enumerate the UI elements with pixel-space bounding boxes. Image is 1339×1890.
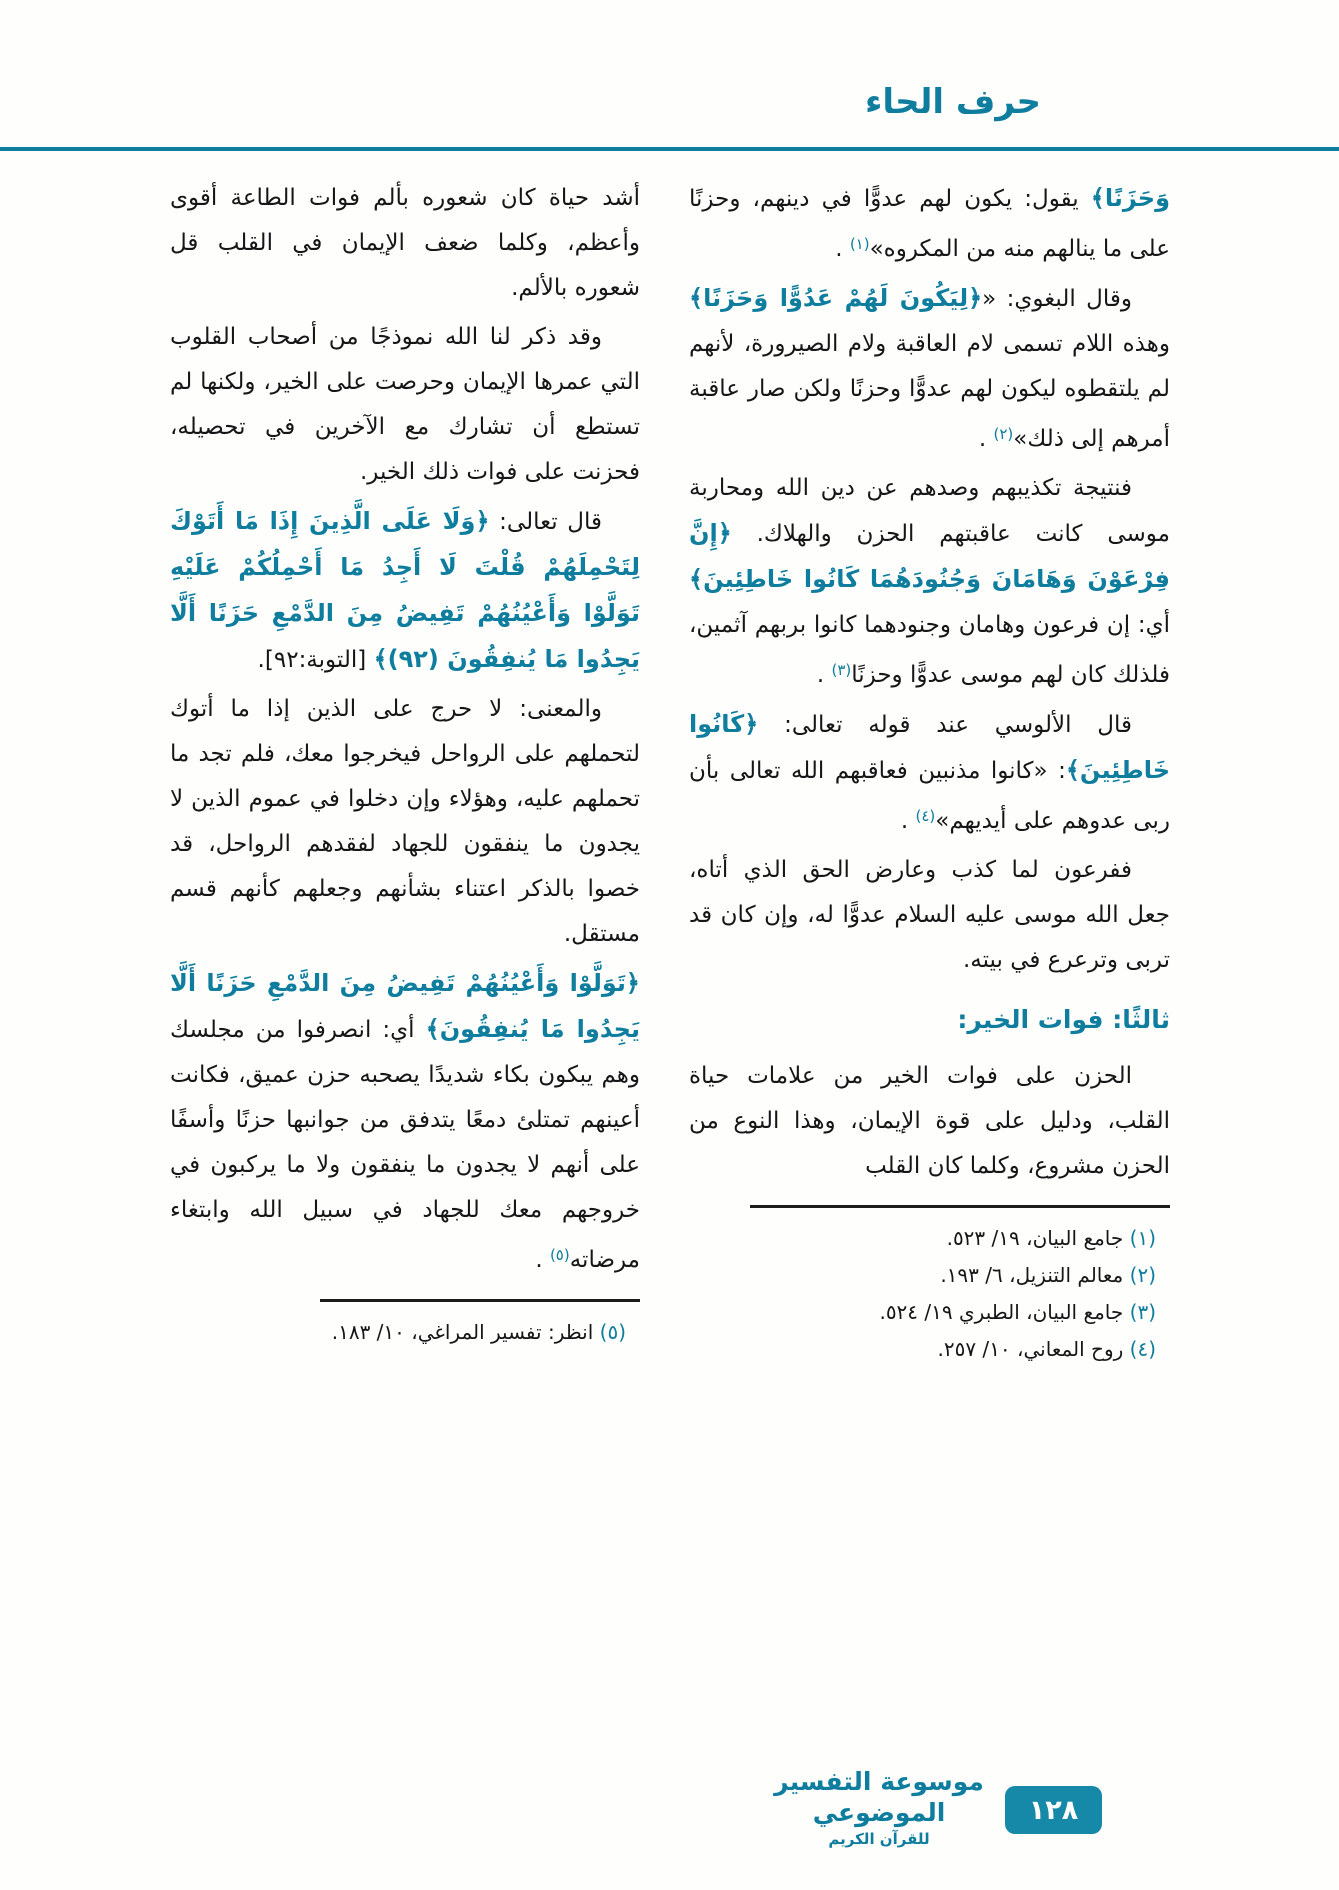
footnote-reference: (٣) <box>831 661 852 679</box>
page-number-badge <box>1005 1786 1102 1834</box>
footnote <box>170 1314 640 1351</box>
column-right-text <box>689 176 1170 1189</box>
body-text: : «كانوا مذنبين فعاقبهم الله تعالى بأن ربى عدوهم على أيديهم» <box>689 758 1170 834</box>
quran-verse: ﴿إِنَّ فِرْعَوْنَ وَهَامَانَ وَجُنُودَهُمَا كَانُوا خَاطِئِينَ﴾ <box>689 519 1170 593</box>
footnote-text: انظر: تفسير المراغي، ١٠/ ١٨٣. <box>331 1320 594 1344</box>
footnote-number: (٥) <box>593 1320 626 1344</box>
quran-verse: ﴿تَوَلَّوْا وَأَعْيُنُهُمْ تَفِيضُ مِنَ الدَّمْعِ حَزَنًا أَلَّا يَجِدُوا مَا يُنفِقُونَ﴾ <box>170 969 640 1043</box>
body-text: قال تعالى: <box>489 509 602 535</box>
footnote-list-left <box>170 1314 640 1351</box>
header-rule <box>0 147 1339 151</box>
footnote-text: جامع البيان، ١٩/ ٥٢٣. <box>946 1226 1124 1250</box>
paragraph <box>689 276 1170 462</box>
heading-text: ثالثًا: فوات الخير: <box>957 1005 1170 1034</box>
paragraph <box>170 687 640 957</box>
footnote-number: (٤) <box>1123 1337 1156 1361</box>
body-text: قال الألوسي عند قوله تعالى: <box>758 712 1132 738</box>
chapter-title: حرف الحاء <box>864 82 1041 122</box>
body-text: . <box>535 1247 550 1273</box>
footnote-separator-right <box>750 1205 1170 1208</box>
publisher-emblem <box>763 1766 995 1848</box>
footnote-list-right <box>689 1220 1170 1368</box>
quran-verse: ﴿كَانُوا خَاطِئِينَ﴾ <box>689 710 1170 784</box>
footnote-number: (٣) <box>1123 1300 1156 1324</box>
footnote-text: روح المعاني، ١٠/ ٢٥٧. <box>937 1337 1124 1361</box>
body-text: أشد حياة كان شعوره بألم فوات الطاعة أقوى وأعظم، وكلما ضعف الإيمان في القلب قل شعوره بالألم. <box>170 185 640 301</box>
footnotes-left <box>170 1299 640 1351</box>
footnote-number: (١) <box>1123 1226 1156 1250</box>
body-text: وقد ذكر لنا الله نموذجًا من أصحاب القلوب التي عمرها الإيمان وحرصت على الخير، ولكنها لم تستطع أن تشارك مع الآخرين في تحصيله، فحزنت على فوات ذلك الخير. <box>170 324 640 485</box>
footnote-separator-left <box>320 1299 640 1302</box>
paragraph <box>689 466 1170 698</box>
body-text: [التوبة:٩٢]. <box>257 647 374 673</box>
quran-verse: وَحَزَنًا﴾ <box>1090 184 1170 212</box>
publisher-emblem-subtitle: للقرآن الكريم <box>828 1830 930 1848</box>
footnote-reference: (٥) <box>549 1246 570 1264</box>
section-heading <box>689 997 1170 1044</box>
footnote <box>689 1294 1170 1331</box>
paragraph <box>170 961 640 1283</box>
body-text: وهذه اللام تسمى لام العاقبة ولام الصيرورة، لأنهم لم يلتقطوه ليكون لهم عدوًّا وحزنًا ولكن صار عاقبة أمرهم إلى ذلك» <box>689 331 1170 452</box>
paragraph <box>170 499 640 683</box>
quran-verse: ﴿وَلَا عَلَى الَّذِينَ إِذَا مَا أَتَوْكَ لِتَحْمِلَهُمْ قُلْتَ لَا أَجِدُ مَا أَحْمِلُكُمْ عَلَيْهِ تَوَلَّوْا وَأَعْيُنُهُمْ تَفِيضُ مِنَ الدَّمْعِ حَزَنًا أَلَّا يَجِدُوا مَا يُنفِقُونَ (٩٢)﴾ <box>170 507 640 673</box>
footnote-reference: (٤) <box>915 807 936 825</box>
body-text: . <box>978 426 994 452</box>
paragraph <box>689 1054 1170 1189</box>
footnote-reference: (٢) <box>993 425 1014 443</box>
body-text: . <box>835 236 850 262</box>
body-text: . <box>900 808 916 834</box>
footnote-text: جامع البيان، الطبري ١٩/ ٥٢٤. <box>879 1300 1124 1324</box>
paragraph <box>689 702 1170 844</box>
paragraph <box>689 176 1170 272</box>
footnote <box>689 1220 1170 1257</box>
footnote-text: معالم التنزيل، ٦/ ١٩٣. <box>940 1263 1124 1287</box>
paragraph <box>170 176 640 311</box>
paragraph <box>170 315 640 495</box>
footnote-reference: (١) <box>849 235 870 253</box>
body-text: أي: إن فرعون وهامان وجنودهما كانوا بربهم آثمين، فلذلك كان لهم موسى عدوًّا وحزنًا <box>689 612 1170 688</box>
body-text: والمعنى: لا حرج على الذين إذا ما أتوك لتحملهم على الرواحل فيخرجوا معك، فلم تجد ما تحملهم عليه، وهؤلاء وإن دخلوا في عموم الذين لا يجدون ما ينفقون للجهاد لفقدهم الرواحل، قد خصوا بالذكر اعتناء بشأنهم وجعلهم كأنهم قسم مستقل. <box>170 696 640 947</box>
column-right <box>689 176 1170 1368</box>
body-text: أي: انصرفوا من مجلسك وهم يبكون بكاء شديدًا يصحبه حزن عميق، فكانت أعينهم تمتلئ دمعًا يتدفق من جوانبها حزنًا وأسفًا على أنهم لا يجدون ما ينفقون ولا ما يركبون في خروجهم معك للجهاد في سبيل الله وابتغاء مرضاته <box>170 1017 640 1273</box>
footnote <box>689 1257 1170 1294</box>
footnote <box>689 1331 1170 1368</box>
footnotes-right <box>689 1205 1170 1368</box>
page-number: ١٢٨ <box>1028 1794 1079 1826</box>
column-left <box>170 176 640 1351</box>
footnote-number: (٢) <box>1123 1263 1156 1287</box>
body-text: فنتيجة تكذيبهم وصدهم عن دين الله ومحاربة موسى كانت عاقبتهم الحزن والهلاك. <box>689 475 1170 547</box>
body-text: الحزن على فوات الخير من علامات حياة القلب، ودليل على قوة الإيمان، وهذا النوع من الحزن مشروع، وكلما كان القلب <box>689 1063 1170 1179</box>
body-text: وقال البغوي: « <box>982 286 1132 312</box>
body-text: ففرعون لما كذب وعارض الحق الذي أتاه، جعل الله موسى عليه السلام عدوًّا له، وإن كان قد تربى وترعرع في بيته. <box>689 857 1170 973</box>
publisher-emblem-title: موسوعة التفسير الموضوعي <box>774 1767 984 1827</box>
quran-verse: ﴿لِيَكُونَ لَهُمْ عَدُوًّا وَحَزَنًا﴾ <box>689 284 983 312</box>
body-text: . <box>816 662 832 688</box>
column-left-text <box>170 176 640 1283</box>
paragraph <box>689 848 1170 983</box>
body-text: يقول: يكون لهم عدوًّا في دينهم، وحزنًا على ما ينالهم منه من المكروه» <box>689 186 1170 262</box>
